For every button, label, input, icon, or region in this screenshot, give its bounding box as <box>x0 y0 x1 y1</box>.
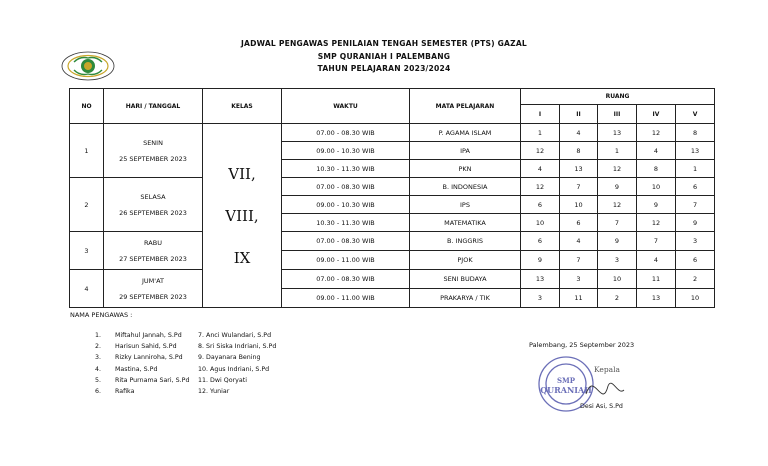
day-cell <box>104 178 203 232</box>
ruang-cell: 10 <box>521 214 560 232</box>
mapel-cell: P. AGAMA ISLAM <box>410 124 521 142</box>
place-date: Palembang, 25 September 2023 <box>529 341 635 349</box>
header-title: JADWAL PENGAWAS PENILAIAN TENGAH SEMESTER (PTS) GAZAL <box>241 39 527 48</box>
day-no: 1 <box>70 124 104 178</box>
ruang-cell: 7 <box>676 196 715 214</box>
list-item <box>95 341 189 352</box>
list-item <box>95 364 189 375</box>
ruang-cell: 4 <box>560 124 598 142</box>
ruang-cell: 3 <box>560 270 598 289</box>
signature-title: Kepala <box>594 365 620 374</box>
ruang-cell: 9 <box>598 232 637 251</box>
ruang-col-2: II <box>560 105 598 124</box>
ruang-cell: 10 <box>560 196 598 214</box>
waktu-cell: 07.00 - 08.30 WIB <box>282 178 410 196</box>
ruang-cell: 12 <box>521 178 560 196</box>
ruang-cell: 11 <box>637 270 676 289</box>
list-item <box>95 330 189 341</box>
list-number: 6. <box>95 388 102 396</box>
list-item: 7. Anci Wulandari, S.Pd <box>198 332 272 339</box>
ruang-col-4: IV <box>637 105 676 124</box>
ruang-cell: 8 <box>560 142 598 160</box>
list-item: 10. Agus Indriani, S.Pd <box>198 365 270 373</box>
list-number: 3. <box>95 354 102 362</box>
mapel-cell: IPS <box>410 196 521 214</box>
ruang-cell: 13 <box>637 289 676 308</box>
waktu-cell: 10.30 - 11.30 WIB <box>282 214 410 232</box>
day-name: SELASA <box>140 192 166 201</box>
list-item <box>95 352 189 363</box>
ruang-cell: 1 <box>676 160 715 178</box>
pengawas-name: Mastina, S.Pd <box>115 365 158 373</box>
table-row <box>70 124 715 142</box>
ruang-cell: 12 <box>598 196 637 214</box>
ruang-cell: 6 <box>560 214 598 232</box>
ruang-cell: 10 <box>676 289 715 308</box>
ruang-col-1: I <box>521 105 560 124</box>
ruang-cell: 7 <box>637 232 676 251</box>
ruang-cell: 3 <box>676 232 715 251</box>
ruang-cell: 4 <box>637 251 676 270</box>
kelas-cell <box>203 124 282 308</box>
ruang-cell: 10 <box>598 270 637 289</box>
ruang-cell: 11 <box>560 289 598 308</box>
list-item: 8. Sri Siska Indriani, S.Pd <box>198 343 277 351</box>
ruang-cell: 9 <box>637 196 676 214</box>
mapel-cell: PJOK <box>410 251 521 270</box>
col-header-kelas: KELAS <box>203 89 282 124</box>
ruang-cell: 8 <box>637 160 676 178</box>
kelas-line: VII, <box>228 164 256 183</box>
schedule-table <box>69 88 715 308</box>
day-cell <box>104 270 203 308</box>
day-name: JUM'AT <box>142 276 164 285</box>
ruang-cell: 1 <box>521 124 560 142</box>
pengawas-title: NAMA PENGAWAS : <box>70 311 133 319</box>
school-logo <box>60 50 116 82</box>
ruang-cell: 1 <box>598 142 637 160</box>
ruang-cell: 7 <box>560 251 598 270</box>
pengawas-name: Rafika <box>115 388 135 396</box>
table-row <box>70 232 715 251</box>
ruang-cell: 6 <box>521 196 560 214</box>
pengawas-list-left <box>95 330 189 397</box>
col-header-hari: HARI / TANGGAL <box>104 89 203 124</box>
ruang-col-3: III <box>598 105 637 124</box>
waktu-cell: 09.00 - 11.00 WIB <box>282 289 410 308</box>
ruang-cell: 4 <box>521 160 560 178</box>
header-school: SMP QURANIAH I PALEMBANG <box>317 51 451 61</box>
day-date: 26 SEPTEMBER 2023 <box>119 208 187 217</box>
day-no: 2 <box>70 178 104 232</box>
list-number: 5. <box>95 376 102 384</box>
waktu-cell: 07.00 - 08.30 WIB <box>282 270 410 289</box>
ruang-cell: 13 <box>676 142 715 160</box>
stamp-name-text: QURANIAH <box>540 385 592 395</box>
day-no: 4 <box>70 270 104 308</box>
ruang-cell: 10 <box>637 178 676 196</box>
ruang-cell: 3 <box>598 251 637 270</box>
ruang-cell: 4 <box>560 232 598 251</box>
ruang-cell: 13 <box>521 270 560 289</box>
ruang-cell: 6 <box>676 251 715 270</box>
ruang-cell: 13 <box>598 124 637 142</box>
pengawas-name: Rita Purnama Sari, S.Pd <box>115 376 190 384</box>
ruang-cell: 8 <box>676 124 715 142</box>
ruang-cell: 2 <box>676 270 715 289</box>
col-header-mapel: MATA PELAJARAN <box>410 89 521 124</box>
list-item <box>95 375 189 386</box>
ruang-cell: 12 <box>598 160 637 178</box>
pengawas-name: Harisun Sahid, S.Pd <box>115 343 177 351</box>
ruang-cell: 13 <box>560 160 598 178</box>
waktu-cell: 07.00 - 08.30 WIB <box>282 232 410 251</box>
col-header-ruang: RUANG <box>521 89 715 105</box>
header-year: TAHUN PELAJARAN 2023/2024 <box>317 64 451 73</box>
ruang-col-5: V <box>676 105 715 124</box>
table-row <box>70 270 715 289</box>
stamp-school-text: SMP <box>556 376 576 385</box>
waktu-cell: 10.30 - 11.30 WIB <box>282 160 410 178</box>
waktu-cell: 09.00 - 11.00 WIB <box>282 251 410 270</box>
mapel-cell: B. INGGRIS <box>410 232 521 251</box>
mapel-cell: MATEMATIKA <box>410 214 521 232</box>
mapel-cell: IPA <box>410 142 521 160</box>
kelas-line: VIII, <box>225 206 259 225</box>
list-item: 9. Dayanara Bening <box>198 354 261 362</box>
day-name: RABU <box>144 238 162 247</box>
col-header-waktu: WAKTU <box>282 89 410 124</box>
table-row <box>70 178 715 196</box>
list-item <box>95 386 189 397</box>
waktu-cell: 07.00 - 08.30 WIB <box>282 124 410 142</box>
signatory-name: Desi Asi, S.Pd <box>580 403 623 410</box>
ruang-cell: 9 <box>598 178 637 196</box>
day-date: 25 SEPTEMBER 2023 <box>119 154 187 163</box>
ruang-cell: 3 <box>521 289 560 308</box>
ruang-cell: 12 <box>637 124 676 142</box>
ruang-cell: 12 <box>637 214 676 232</box>
mapel-cell: B. INDONESIA <box>410 178 521 196</box>
pengawas-name: Rizky Lanniroha, S.Pd <box>115 354 183 362</box>
ruang-cell: 6 <box>676 178 715 196</box>
pengawas-list-right <box>198 330 276 397</box>
ruang-cell: 4 <box>637 142 676 160</box>
ruang-cell: 7 <box>560 178 598 196</box>
mapel-cell: PRAKARYA / TIK <box>410 289 521 308</box>
day-cell <box>104 124 203 178</box>
kelas-line: IX <box>233 248 251 267</box>
day-date: 29 SEPTEMBER 2023 <box>119 292 187 301</box>
list-number: 4. <box>95 365 102 373</box>
day-date: 27 SEPTEMBER 2023 <box>119 254 187 263</box>
ruang-cell: 6 <box>521 232 560 251</box>
col-header-no: NO <box>70 89 104 124</box>
list-item: 11. Dwi Qoryati <box>198 376 247 384</box>
ruang-cell: 9 <box>521 251 560 270</box>
mapel-cell: PKN <box>410 160 521 178</box>
list-item: 12. Yuniar <box>198 388 230 396</box>
waktu-cell: 09.00 - 10.30 WIB <box>282 142 410 160</box>
ruang-cell: 12 <box>521 142 560 160</box>
ruang-cell: 2 <box>598 289 637 308</box>
day-no: 3 <box>70 232 104 270</box>
list-number: 1. <box>95 332 102 339</box>
day-cell <box>104 232 203 270</box>
list-number: 2. <box>95 343 102 351</box>
ruang-cell: 7 <box>598 214 637 232</box>
pengawas-name: Miftahul Jannah, S.Pd <box>115 332 182 339</box>
waktu-cell: 09.00 - 10.30 WIB <box>282 196 410 214</box>
ruang-cell: 9 <box>676 214 715 232</box>
day-name: SENIN <box>143 138 163 147</box>
mapel-cell: SENI BUDAYA <box>410 270 521 289</box>
